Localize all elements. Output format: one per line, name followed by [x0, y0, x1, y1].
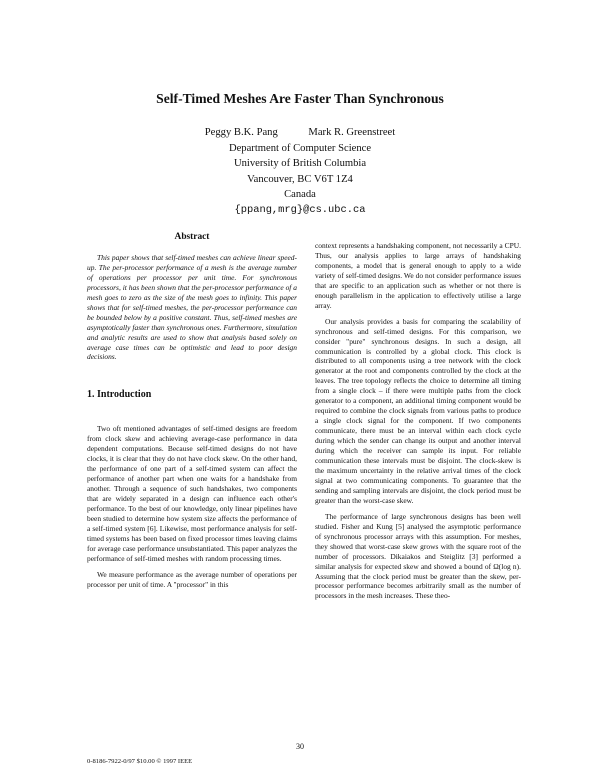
- body-paragraph: context represents a handshaking component, not necessarily a CPU. Thus, our analysis applies to large arrays of handshaking components, a model that is general enough to apply to a wide variety of self-timed designs. We do not consider performance issues that are specific to an application such as whether or not there is enough parallelism in the application to effectively utilise a large array.: [315, 241, 521, 310]
- body-paragraph: The performance of large synchronous designs has been well studied. Fisher and Kung [5] analysed the asymptotic performance of synchronous processor arrays with this assumption. For meshes, they showed that worst-case skew grows with the square root of the number of processors. Dikaiakos and Steiglitz [3] performed a similar analysis for expected skew and showed a bound of Ω(log n). Assuming that the clock period must be greater than the skew, per-processor performance becomes arbitrarily small as the number of processors in the mesh increases. These theo-: [315, 511, 521, 601]
- copyright-footer: 0-8186-7922-0/97 $10.00 © 1997 IEEE: [87, 758, 193, 765]
- abstract-text: This paper shows that self-timed meshes can achieve linear speed-up. The per-processor performance of a mesh is the average number of operations per processor per unit time. For synchronous processors, it has been shown that the per-processor performance of a mesh goes to zero as the size of the mesh goes to infinity. This paper shows that for self-timed meshes, the per-processor performance can be bounded below by a positive constant. Thus, self-timed meshes are asymptotically faster than synchronous ones. Furthermore, simulation and analytic results are used to show that analysis based solely on average case times can be optimistic and lead to poor design decisions.: [87, 252, 297, 362]
- intro-paragraph: Two oft mentioned advantages of self-timed designs are freedom from clock skew and achieving average-case performance in data dependent computations. Because self-timed designs do not have clocks, it is clear that they do not have clock skew. On the other hand, the performance of one part of a self-timed system can affect the performance of another part when one waits for a handshake from another. Through a sequence of such handshakes, two components that are widely separated in a design can influence each other's performance. To the best of our knowledge, only linear pipelines have been studied to determine how system size affects the performance of a self-timed system [6]. Likewise, most performance analysis for self-timed systems has been based on fixed processor times leaving claims for average case performance unsubstantiated. This paper analyzes the performance of self-timed meshes with random processing times.: [87, 424, 297, 563]
- intro-paragraph: We measure performance as the average number of operations per processor per unit of time. A "processor" in this: [87, 569, 297, 589]
- author-email: {ppang,mrg}@cs.ubc.ca: [234, 203, 366, 216]
- abstract-heading: Abstract: [174, 232, 210, 242]
- section-heading-introduction: 1. Introduction: [87, 389, 152, 401]
- affiliation-line: Canada: [284, 189, 316, 201]
- left-column: [87, 233, 297, 590]
- author-name: Peggy B.K. Pang: [204, 127, 278, 138]
- author-names: [0, 125, 600, 141]
- author-name: Mark R. Greenstreet: [308, 127, 396, 138]
- page-number: 30: [296, 742, 304, 751]
- author-block: [0, 125, 600, 219]
- affiliation-line: Department of Computer Science: [228, 142, 372, 154]
- affiliation-line: University of British Columbia: [233, 158, 367, 170]
- affiliation-line: Vancouver, BC V6T 1Z4: [247, 173, 353, 185]
- right-column: [315, 241, 521, 601]
- body-paragraph: Our analysis provides a basis for comparing the scalability of synchronous and self-timed designs. For this comparison, we consider "pure" synchronous designs. In such a design, all communication is controlled by a global clock. This clock is distributed to all components using a tree network with the clock generator at the root and components controlled by the clock at the leaves. The tree topology reflects the choice to determine all timing from a single clock – if there were multiple paths from the clock generator to a component, an additional timing component would be required to combine the clock signals from various paths to produce a single clock signal for the component. If two components communicate, there must be an interval within each clock cycle during which the sender can change its output and another interval during which the receiver can sample its input. For reliable communication these intervals must be disjoint. The clock-skew is the maximum uncertainty in the relative arrival times of the clock signal at two communicating components. To guarantee that the sending and sampling intervals are disjoint, the clock period must be greater than the worst-case skew.: [315, 316, 521, 505]
- paper-title: Self-Timed Meshes Are Faster Than Synchronous: [156, 91, 444, 106]
